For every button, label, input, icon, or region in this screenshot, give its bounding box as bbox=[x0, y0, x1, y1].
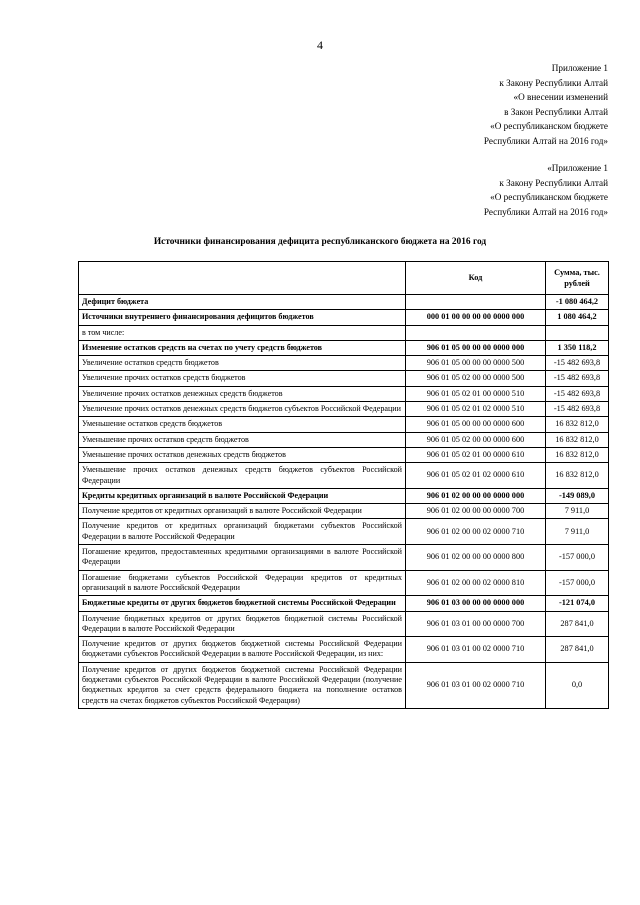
row-code-cell: 906 01 05 02 01 02 0000 610 bbox=[406, 463, 546, 489]
row-name-cell: Уменьшение прочих остатков средств бюджетов bbox=[79, 432, 406, 447]
row-sum-cell: -15 482 693,8 bbox=[546, 356, 609, 371]
row-name-cell: Увеличение остатков средств бюджетов bbox=[79, 356, 406, 371]
header-code-cell: Код bbox=[406, 262, 546, 295]
row-sum-cell: -15 482 693,8 bbox=[546, 402, 609, 417]
appendix-line: Приложение 1 bbox=[551, 63, 608, 73]
table-body bbox=[79, 262, 609, 709]
table-row bbox=[79, 386, 609, 401]
appendix-line: Республики Алтай на 2016 год» bbox=[483, 135, 608, 146]
row-sum-cell: 1 350 118,2 bbox=[546, 340, 609, 355]
row-name-cell: Увеличение прочих остатков средств бюджетов bbox=[79, 371, 406, 386]
table-header-row bbox=[79, 262, 609, 295]
header-name-cell bbox=[79, 262, 406, 295]
document-title: Источники финансирования дефицита республиканского бюджета на 2016 год bbox=[153, 237, 487, 247]
table-row bbox=[79, 447, 609, 462]
row-name-cell: Увеличение прочих остатков денежных средств бюджетов субъектов Российской Федерации bbox=[79, 402, 406, 417]
row-code-cell: 906 01 05 02 01 02 0000 510 bbox=[406, 402, 546, 417]
row-code-cell bbox=[406, 325, 546, 340]
table-row bbox=[79, 596, 609, 611]
row-name-cell: Кредиты кредитных организаций в валюте Российской Федерации bbox=[79, 488, 406, 503]
row-sum-cell: 287 841,0 bbox=[546, 637, 609, 663]
page-number: 4 bbox=[317, 38, 323, 52]
row-name-cell: Уменьшение прочих остатков денежных средств бюджетов bbox=[79, 447, 406, 462]
table-row bbox=[79, 463, 609, 489]
row-name-cell: Получение бюджетных кредитов от других бюджетов бюджетной системы Российской Федерации в валюте Российской Федерации bbox=[79, 611, 406, 637]
appendix-line: Республики Алтай на 2016 год» bbox=[483, 206, 608, 217]
table-row bbox=[79, 545, 609, 571]
row-sum-cell: -1 080 464,2 bbox=[546, 295, 609, 310]
row-code-cell: 000 01 00 00 00 00 0000 000 bbox=[406, 310, 546, 325]
table-row bbox=[79, 488, 609, 503]
table-row bbox=[79, 340, 609, 355]
row-code-cell: 906 01 05 00 00 00 0000 600 bbox=[406, 417, 546, 432]
row-sum-cell: -121 074,0 bbox=[546, 596, 609, 611]
row-code-cell: 906 01 02 00 00 00 0000 800 bbox=[406, 545, 546, 571]
row-code-cell: 906 01 03 01 00 00 0000 700 bbox=[406, 611, 546, 637]
financing-sources-table bbox=[78, 261, 609, 709]
row-sum-cell: -15 482 693,8 bbox=[546, 386, 609, 401]
row-sum-cell: 7 911,0 bbox=[546, 504, 609, 519]
row-sum-cell: 16 832 812,0 bbox=[546, 447, 609, 462]
appendix-1-header bbox=[484, 61, 608, 149]
table-row bbox=[79, 371, 609, 386]
table-row bbox=[79, 570, 609, 596]
table-row bbox=[79, 637, 609, 663]
appendix-line: «О республиканском бюджете bbox=[490, 121, 608, 132]
row-name-cell: в том числе: bbox=[79, 325, 406, 340]
row-sum-cell: 16 832 812,0 bbox=[546, 417, 609, 432]
row-name-cell: Получение кредитов от кредитных организаций бюджетами субъектов Российской Федерации в валюте Российской Федерации bbox=[79, 519, 406, 545]
table-row bbox=[79, 417, 609, 432]
appendix-line: «О республиканском бюджете bbox=[490, 192, 608, 203]
row-sum-cell: -149 089,0 bbox=[546, 488, 609, 503]
row-sum-cell: 1 080 464,2 bbox=[546, 310, 609, 325]
row-name-cell: Погашение кредитов, предоставленных кредитными организациями в валюте Российской Федерации bbox=[79, 545, 406, 571]
row-code-cell: 906 01 05 00 00 00 0000 500 bbox=[406, 356, 546, 371]
row-name-cell: Дефицит бюджета bbox=[79, 295, 406, 310]
row-sum-cell: 16 832 812,0 bbox=[546, 432, 609, 447]
row-sum-cell: -15 482 693,8 bbox=[546, 371, 609, 386]
row-sum-cell: -157 000,0 bbox=[546, 545, 609, 571]
row-name-cell: Получение кредитов от кредитных организаций в валюте Российской Федерации bbox=[79, 504, 406, 519]
appendix-line: в Закон Республики Алтай bbox=[504, 106, 608, 117]
row-name-cell: Бюджетные кредиты от других бюджетов бюджетной системы Российской Федерации bbox=[79, 596, 406, 611]
table-row bbox=[79, 519, 609, 545]
table-row bbox=[79, 325, 609, 340]
row-name-cell: Увеличение прочих остатков денежных средств бюджетов bbox=[79, 386, 406, 401]
row-name-cell: Уменьшение прочих остатков денежных средств бюджетов субъектов Российской Федерации bbox=[79, 463, 406, 489]
row-code-cell: 906 01 03 01 00 02 0000 710 bbox=[406, 662, 546, 708]
appendix-line: «Приложение 1 bbox=[547, 163, 608, 173]
table-row bbox=[79, 662, 609, 708]
table-row bbox=[79, 402, 609, 417]
appendix-line: «О внесении изменений bbox=[513, 92, 608, 103]
table-row bbox=[79, 504, 609, 519]
row-name-cell: Погашение бюджетами субъектов Российской Федерации кредитов от кредитных организаций в валюте Российской Федерации bbox=[79, 570, 406, 596]
row-sum-cell: -157 000,0 bbox=[546, 570, 609, 596]
row-name-cell: Изменение остатков средств на счетах по учету средств бюджетов bbox=[79, 340, 406, 355]
row-sum-cell: 287 841,0 bbox=[546, 611, 609, 637]
row-sum-cell: 7 911,0 bbox=[546, 519, 609, 545]
row-name-cell: Уменьшение остатков средств бюджетов bbox=[79, 417, 406, 432]
row-code-cell: 906 01 05 02 00 00 0000 600 bbox=[406, 432, 546, 447]
table-row bbox=[79, 432, 609, 447]
row-code-cell: 906 01 03 01 00 02 0000 710 bbox=[406, 637, 546, 663]
row-code-cell: 906 01 02 00 00 00 0000 000 bbox=[406, 488, 546, 503]
row-name-cell: Получение кредитов от других бюджетов бюджетной системы Российской Федерации бюджетами субъектов Российской Федерации в валюте Российской Федерации, из них: bbox=[79, 637, 406, 663]
row-code-cell: 906 01 03 00 00 00 0000 000 bbox=[406, 596, 546, 611]
row-code-cell: 906 01 05 02 01 00 0000 610 bbox=[406, 447, 546, 462]
appendix-2-header bbox=[484, 161, 608, 219]
row-sum-cell: 0,0 bbox=[546, 662, 609, 708]
row-code-cell: 906 01 02 00 00 02 0000 810 bbox=[406, 570, 546, 596]
row-sum-cell: 16 832 812,0 bbox=[546, 463, 609, 489]
table-row bbox=[79, 356, 609, 371]
appendix-line: к Закону Республики Алтай bbox=[499, 177, 608, 188]
table-row bbox=[79, 295, 609, 310]
row-code-cell bbox=[406, 295, 546, 310]
table-row bbox=[79, 611, 609, 637]
row-code-cell: 906 01 05 02 01 00 0000 510 bbox=[406, 386, 546, 401]
row-code-cell: 906 01 05 00 00 00 0000 000 bbox=[406, 340, 546, 355]
table-row bbox=[79, 310, 609, 325]
row-code-cell: 906 01 05 02 00 00 0000 500 bbox=[406, 371, 546, 386]
row-sum-cell bbox=[546, 325, 609, 340]
row-name-cell: Источники внутреннего финансирования дефицитов бюджетов bbox=[79, 310, 406, 325]
row-code-cell: 906 01 02 00 00 02 0000 710 bbox=[406, 519, 546, 545]
appendix-line: к Закону Республики Алтай bbox=[499, 77, 608, 88]
row-code-cell: 906 01 02 00 00 00 0000 700 bbox=[406, 504, 546, 519]
row-name-cell: Получение кредитов от других бюджетов бюджетной системы Российской Федерации бюджетами субъектов Российской Федерации в валюте Российской Федерации (получение бюджетных кредитов за счет средств федерального бюджета на пополнение остатков средств на счетах бюджетов субъектов Российской Федерации) bbox=[79, 662, 406, 708]
header-sum-cell: Сумма, тыс. рублей bbox=[546, 262, 609, 295]
